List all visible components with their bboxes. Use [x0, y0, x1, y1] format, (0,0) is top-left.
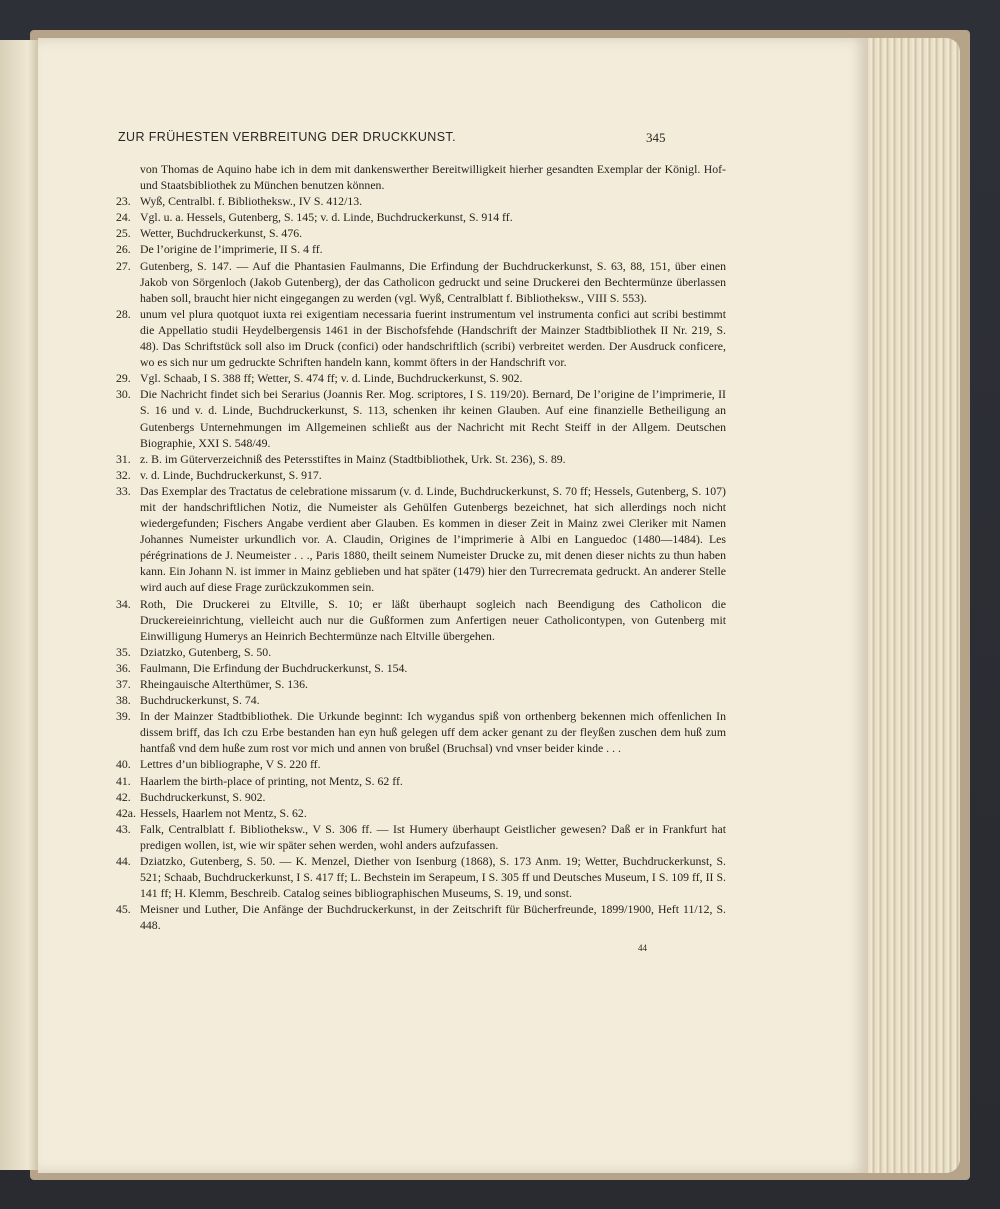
footnote-text: v. d. Linde, Buchdruckerkunst, S. 917.	[140, 467, 322, 482]
footnote-item	[116, 773, 726, 789]
footnote-item	[116, 306, 726, 370]
footnote-item	[116, 370, 726, 386]
footnote-number: 37.	[116, 677, 131, 691]
footnote-text: Roth, Die Druckerei zu Eltville, S. 10; er läßt überhaupt sogleich nach Beendigung des Catholicon die Druckereieinrichtung, vielleicht auch nur die Gußformen zum Anfertigen neuer Catholicontypen, von Gutenberg mit Einwilligung Humerys an Heinrich Bechtermünze nach Eltville übergehen.	[140, 596, 726, 643]
footnote-number: 34.	[116, 596, 131, 611]
footnote-item	[116, 193, 726, 209]
running-title: ZUR FRÜHESTEN VERBREITUNG DER DRUCKKUNST.	[118, 130, 456, 144]
footnote-text: z. B. im Güterverzeichniß des Petersstiftes in Mainz (Stadtbibliothek, Urk. St. 236), S. 89.	[140, 451, 566, 466]
left-page-edge	[0, 40, 40, 1170]
footnote-text: Lettres d’un bibliographe, V S. 220 ff.	[140, 757, 321, 772]
footnote-number: 38.	[116, 693, 131, 708]
footnote-item	[116, 789, 726, 805]
footnote-number: 35.	[116, 644, 131, 659]
footnote-number: 29.	[116, 371, 131, 386]
footnote-number: 30.	[116, 387, 131, 402]
footnotes	[116, 161, 726, 934]
footnote-item	[116, 756, 726, 772]
footnote-item	[116, 901, 726, 933]
footnote-text: Hessels, Haarlem not Mentz, S. 62.	[140, 805, 307, 820]
signature-mark: 44	[638, 943, 647, 953]
footnote-item	[116, 467, 726, 483]
footnote-number: 25.	[116, 226, 131, 241]
footnote-item	[116, 386, 726, 450]
footnote-number: 39.	[116, 709, 131, 724]
footnote-number: 36.	[116, 660, 131, 675]
footnote-text: Buchdruckerkunst, S. 74.	[140, 693, 260, 708]
page-edges	[855, 38, 960, 1173]
footnote-text: Vgl. Schaab, I S. 388 ff; Wetter, S. 474 ff; v. d. Linde, Buchdruckerkunst, S. 902.	[140, 371, 523, 386]
footnote-item	[116, 821, 726, 853]
footnote-number: 44.	[116, 854, 131, 869]
footnote-item	[116, 805, 726, 821]
footnote-text: Rheingauische Alterthümer, S. 136.	[140, 677, 308, 691]
footnote-number: 28.	[116, 306, 131, 321]
footnote-number: 40.	[116, 757, 131, 772]
footnote-item	[116, 676, 726, 692]
footnote-text: Wetter, Buchdruckerkunst, S. 476.	[140, 226, 303, 241]
footnote-text: Meisner und Luther, Die Anfänge der Buchdruckerkunst, in der Zeitschrift für Bücherfreunde, 1899/1900, Heft 11/12, S. 448.	[140, 902, 726, 933]
footnote-text: In der Mainzer Stadtbibliothek. Die Urkunde beginnt: Ich wygandus spiß von orthenberg bekennen mich offenlichen In dissem briff, das Ich czu Erbe bestanden han eyn huß gelegen uff dem acker genant zu der fleyßen zuschen dem huß zum hantfaß vnd dem huße zum rost vor mich und annen von brußel (Bruchsal) vnd vnser beider kinde . . .	[140, 709, 726, 756]
footnote-text: Die Nachricht findet sich bei Serarius (Joannis Rer. Mog. scriptores, I S. 119/20). Bernard, De l’origine de l’imprimerie, II S. 16 und v. d. Linde, Buchdruckerkunst, S. 113, schenken ihr keinen Glauben. Auf eine finanzielle Betheiligung an Gutenbergs Unternehmungen im Allgemeinen schließt aus der Nachricht mit Recht Steiff in der Allgem. Deutschen Biographie, XXI S. 548/49.	[140, 387, 726, 450]
footnote-text: Faulmann, Die Erfindung der Buchdruckerkunst, S. 154.	[140, 660, 408, 675]
footnote-text: Das Exemplar des Tractatus de celebratione missarum (v. d. Linde, Buchdruckerkunst, S. 70 ff; Hessels, Gutenberg, S. 107) mit der handschriftlichen Notiz, die Numeister als Gehülfen Gutenbergs bezeichnet, hat sich allerdings noch nicht wiedergefunden; Fischers Angabe verdient aber Glauben. Es kommen in dieser Zeit in Mainz zwei Cleriker mit Namen Johannes Numeister urkundlich vor. A. Claudin, Origines de l’imprimerie à Albi en Languedoc (1480—1484). Les pérégrinations de J. Neumeister . . ., Paris 1880, theilt seinem Numeister Drucke zu, mit denen dieser nichts zu thun haben kann. Ein Johann N. ist immer in Mainz geblieben und hat später (1479) hier den Turrecremata gedruckt. An anderer Stelle wird auch auf diese Frage zurückzukommen sein.	[140, 483, 726, 595]
footnote-text: Falk, Centralblatt f. Bibliotheksw., V S. 306 ff. — Ist Humery überhaupt Geistlicher gewesen? Daß er in Frankfurt hat predigen wollen, ist, wie wir später sehen werden, wohl anders aufzufassen.	[140, 821, 726, 852]
notes-list	[116, 193, 726, 933]
footnote-number: 33.	[116, 483, 131, 498]
footnote-item	[116, 644, 726, 660]
footnote-number: 31.	[116, 451, 131, 466]
footnote-text: Vgl. u. a. Hessels, Gutenberg, S. 145; v. d. Linde, Buchdruckerkunst, S. 914 ff.	[140, 210, 513, 225]
footnote-item	[116, 660, 726, 676]
footnote-number: 23.	[116, 194, 131, 209]
footnote-number: 32.	[116, 467, 131, 482]
footnote-item	[116, 708, 726, 756]
footnote-number: 42a.	[116, 805, 136, 820]
footnote-text: Dziatzko, Gutenberg, S. 50.	[140, 644, 272, 659]
footnote-number: 42.	[116, 789, 131, 804]
footnote-number: 45.	[116, 902, 131, 917]
footnote-item	[116, 241, 726, 257]
page-number: 345	[646, 130, 666, 145]
footnote-text: unum vel plura quotquot iuxta rei exigentiam necessaria fuerint instrumentum vel instrumenta confici aut scribi bestimmt die Appellatio studii Heydelbergensis 1461 in der Bischofsfehde (Handschrift der Mainzer Stadtbibliothek II Nr. 219, S. 48). Das Schriftstück soll also im Druck (confici) oder handschriftlich (scribi) verbreitet werden. Der Ausdruck conficere, wo es sich nur um gedruckte Schriften handeln kann, kommt öfters in der Handschrift vor.	[140, 306, 726, 370]
footnote-text: Gutenberg, S. 147. — Auf die Phantasien Faulmanns, Die Erfindung der Buchdruckerkunst, S. 63, 88, 151, über einen Jakob von Sörgenloch (Jakob Gutenberg), der das Catholicon gedruckt und seine Druckerei den Bechtermünze überlassen haben soll, braucht hier nicht eingegangen zu werden (vgl. Wyß, Centralblatt f. Bibliotheksw., VIII S. 553).	[140, 258, 726, 305]
footnote-item	[116, 853, 726, 901]
footnote-number: 43.	[116, 821, 131, 836]
footnote-text: Haarlem the birth-place of printing, not Mentz, S. 62 ff.	[140, 773, 403, 788]
footnote-item	[116, 451, 726, 467]
footnote-number: 41.	[116, 773, 131, 788]
footnote-text: Dziatzko, Gutenberg, S. 50. — K. Menzel, Diether von Isenburg (1868), S. 173 Anm. 19; Wetter, Buchdruckerkunst, S. 521; Schaab, Buchdruckerkunst, I S. 417 ff; L. Bechstein im Serapeum, I S. 305 ff und Deutsches Museum, I S. 109 ff, II S. 141 ff; H. Klemm, Beschreib. Catalog seines bibliographischen Museums, S. 19, und sonst.	[140, 854, 726, 901]
footnote-text: Wyß, Centralbl. f. Bibliotheksw., IV S. 412/13.	[140, 194, 363, 209]
footnote-item	[116, 209, 726, 225]
footnote-item	[116, 692, 726, 708]
footnote-text: Buchdruckerkunst, S. 902.	[140, 789, 266, 804]
intro-paragraph: von Thomas de Aquino habe ich in dem mit dankenswerther Bereitwilligkeit hierher gesandten Exemplar der Königl. Hof- und Staatsbibliothek zu München benutzen können.	[140, 162, 726, 193]
footnote-text: De l’origine de l’imprimerie, II S. 4 ff.	[140, 242, 323, 257]
footnote-number: 26.	[116, 242, 131, 257]
footnote-number: 27.	[116, 258, 131, 273]
footnote-number: 24.	[116, 210, 131, 225]
footnote-item	[116, 225, 726, 241]
book-page	[38, 38, 868, 1173]
footnote-item	[116, 483, 726, 596]
footnote-item	[116, 596, 726, 644]
footnote-item	[116, 258, 726, 306]
